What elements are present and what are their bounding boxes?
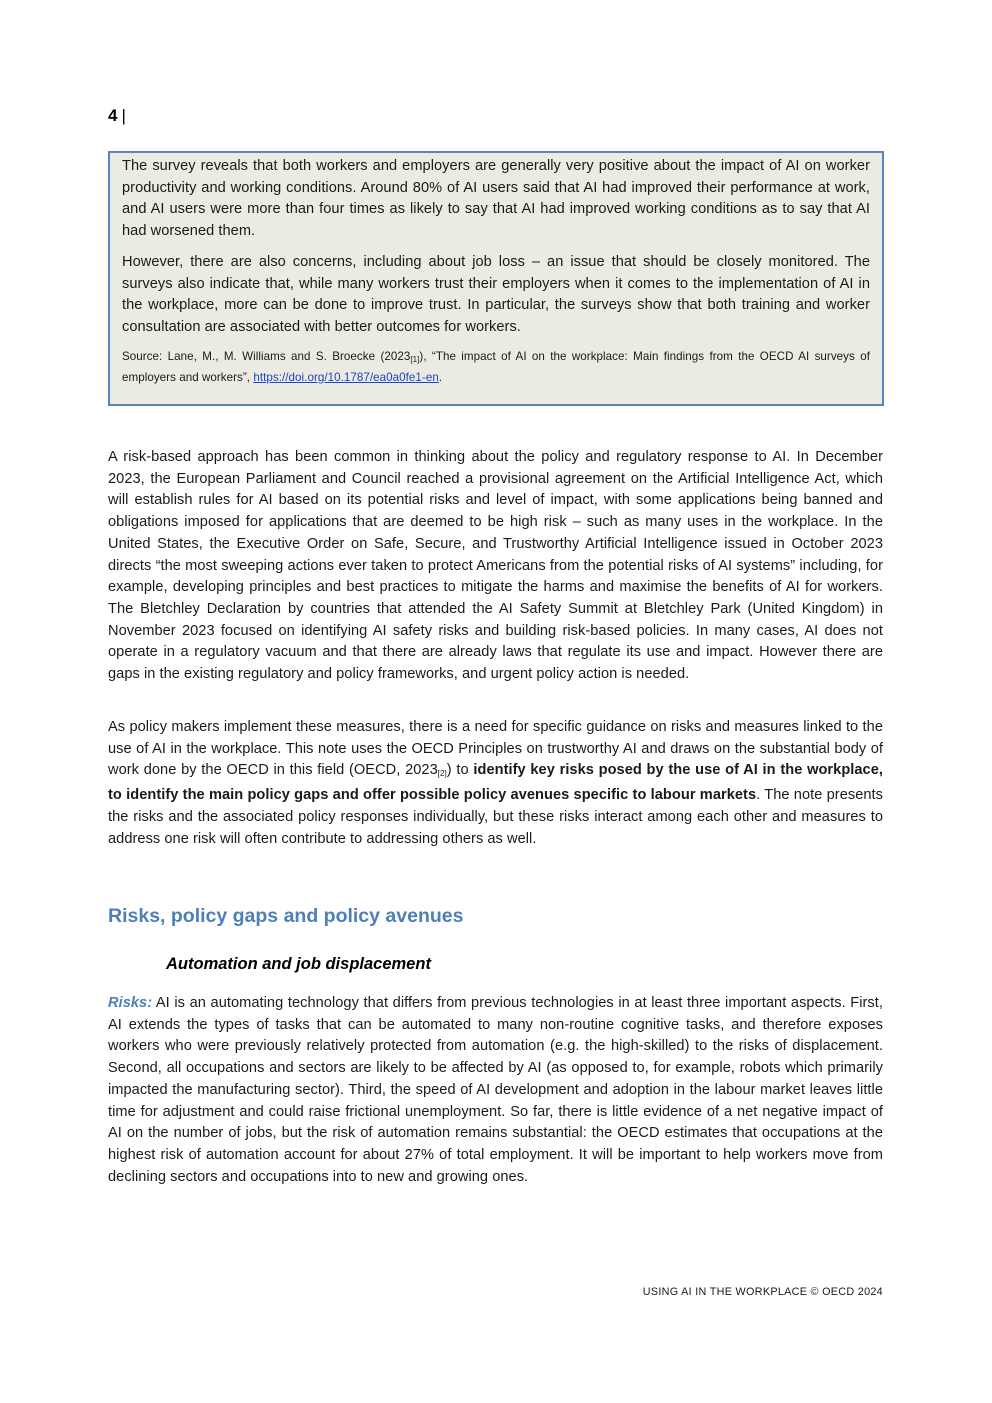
body-paragraph-1: A risk-based approach has been common in thinking about the policy and regulatory response to AI. In December 2023, the European Parliament and Council reached a provisional agreement on the Artificial Intelligence Act, which will establish rules for AI based on its potential risks and level of impact, with some applications being banned and obligations imposed for applications that are deemed to be high risk – such as many uses in the workplace. In the United States, the Executive Order on Safe, Secure, and Trustworthy Artificial Intelligence issued in October 2023 directs “the most sweeping actions ever taken to protect Americans from the potential risks of AI systems” including, for example, developing principles and best practices to mitigate the harms and maximise the benefits of AI for workers. The Bletchley Declaration by countries that attended the AI Safety Summit at Bletchley Park (United Kingdom) in November 2023 focused on identifying AI safety risks and building risk-based policies. In many cases, AI does not operate in a regulatory vacuum and that there are already laws that regulate its use and impact. However there are gaps in the existing regulatory and policy frameworks, and urgent policy action is needed. [108, 449, 883, 683]
source-prefix: Source: Lane, M., M. Williams and S. Broecke (2023 [122, 349, 411, 363]
page-number [108, 106, 126, 126]
sub-heading: Automation and job displacement [166, 955, 431, 973]
box-paragraph-2: However, there are also concerns, including about job loss – an issue that should be closely monitored. The surveys also indicate that, while many workers trust their employers when it comes to the implementation of AI in the workplace, more can be done to improve trust. In particular, the surveys show that both training and worker consultation are associated with better outcomes for workers. [122, 253, 870, 335]
para2-bold: identify key risks posed by the use of AI in the workplace, to identify the main policy gaps and offer possible policy avenues specific to labour markets [108, 762, 883, 804]
body-paragraph-3 [108, 993, 883, 1188]
para3-text: AI is an automating technology that differs from previous technologies in at least three important aspects. First, AI extends the types of tasks that can be automated to many non-routine cognitive tasks, and therefore exposes workers who were previously relatively protected from automation (e.g. the high-skilled) to the risks of displacement. Second, all occupations and sectors are likely to be affected by AI (as opposed to, for example, robots which primarily impacted the manufacturing sector). Third, the speed of AI development and adoption in the labour market leaves little time for adjustment and could raise frictional unemployment. So far, there is little evidence of a net negative impact of AI on the number of jobs, but the risk of automation remains substantial: the OECD estimates that occupations at the highest risk of automation account for about 27% of total employment. It will be important to help workers move from declining sectors and occupations into to new and growing ones. [108, 995, 883, 1185]
para2-ref: [2] [437, 769, 447, 779]
body-paragraph-2 [108, 717, 883, 850]
section-heading: Risks, policy gaps and policy avenues [108, 905, 464, 927]
para2-text-a: As policy makers implement these measures, there is a need for specific guidance on risks and measures linked to the use of AI in the workplace. This note uses the OECD Principles on trustworthy AI and draws on the substantial body of work done by the OECD in this field (OECD, 2023 [108, 719, 883, 779]
box-source [122, 348, 870, 387]
risks-label: Risks: [108, 995, 153, 1011]
page-number-value: 4 [108, 106, 118, 125]
page-number-separator: | [121, 106, 126, 125]
para2-text-b: ) to [446, 762, 474, 779]
summary-box [108, 151, 884, 406]
source-doi-link[interactable]: https://doi.org/10.1787/ea0a0fe1-en [253, 370, 439, 384]
para2-text-c: . The note presents the risks and the associated policy responses individually, but these risks interact among each other and measures to address one risk will often contribute to addressing others as well. [108, 787, 883, 847]
source-end: . [438, 370, 443, 384]
source-middle: ), “The impact of AI on the workplace: Main findings from the OECD AI surveys of employers and workers”, [122, 349, 870, 384]
source-ref: [1] [410, 354, 420, 364]
page-footer: USING AI IN THE WORKPLACE © OECD 2024 [642, 1286, 883, 1298]
box-paragraph-1: The survey reveals that both workers and employers are generally very positive about the impact of AI on worker productivity and working conditions. Around 80% of AI users said that AI had improved their performance at work, and AI users were more than four times as likely to say that AI had improved working conditions as to say that AI had worsened them. [122, 158, 870, 240]
